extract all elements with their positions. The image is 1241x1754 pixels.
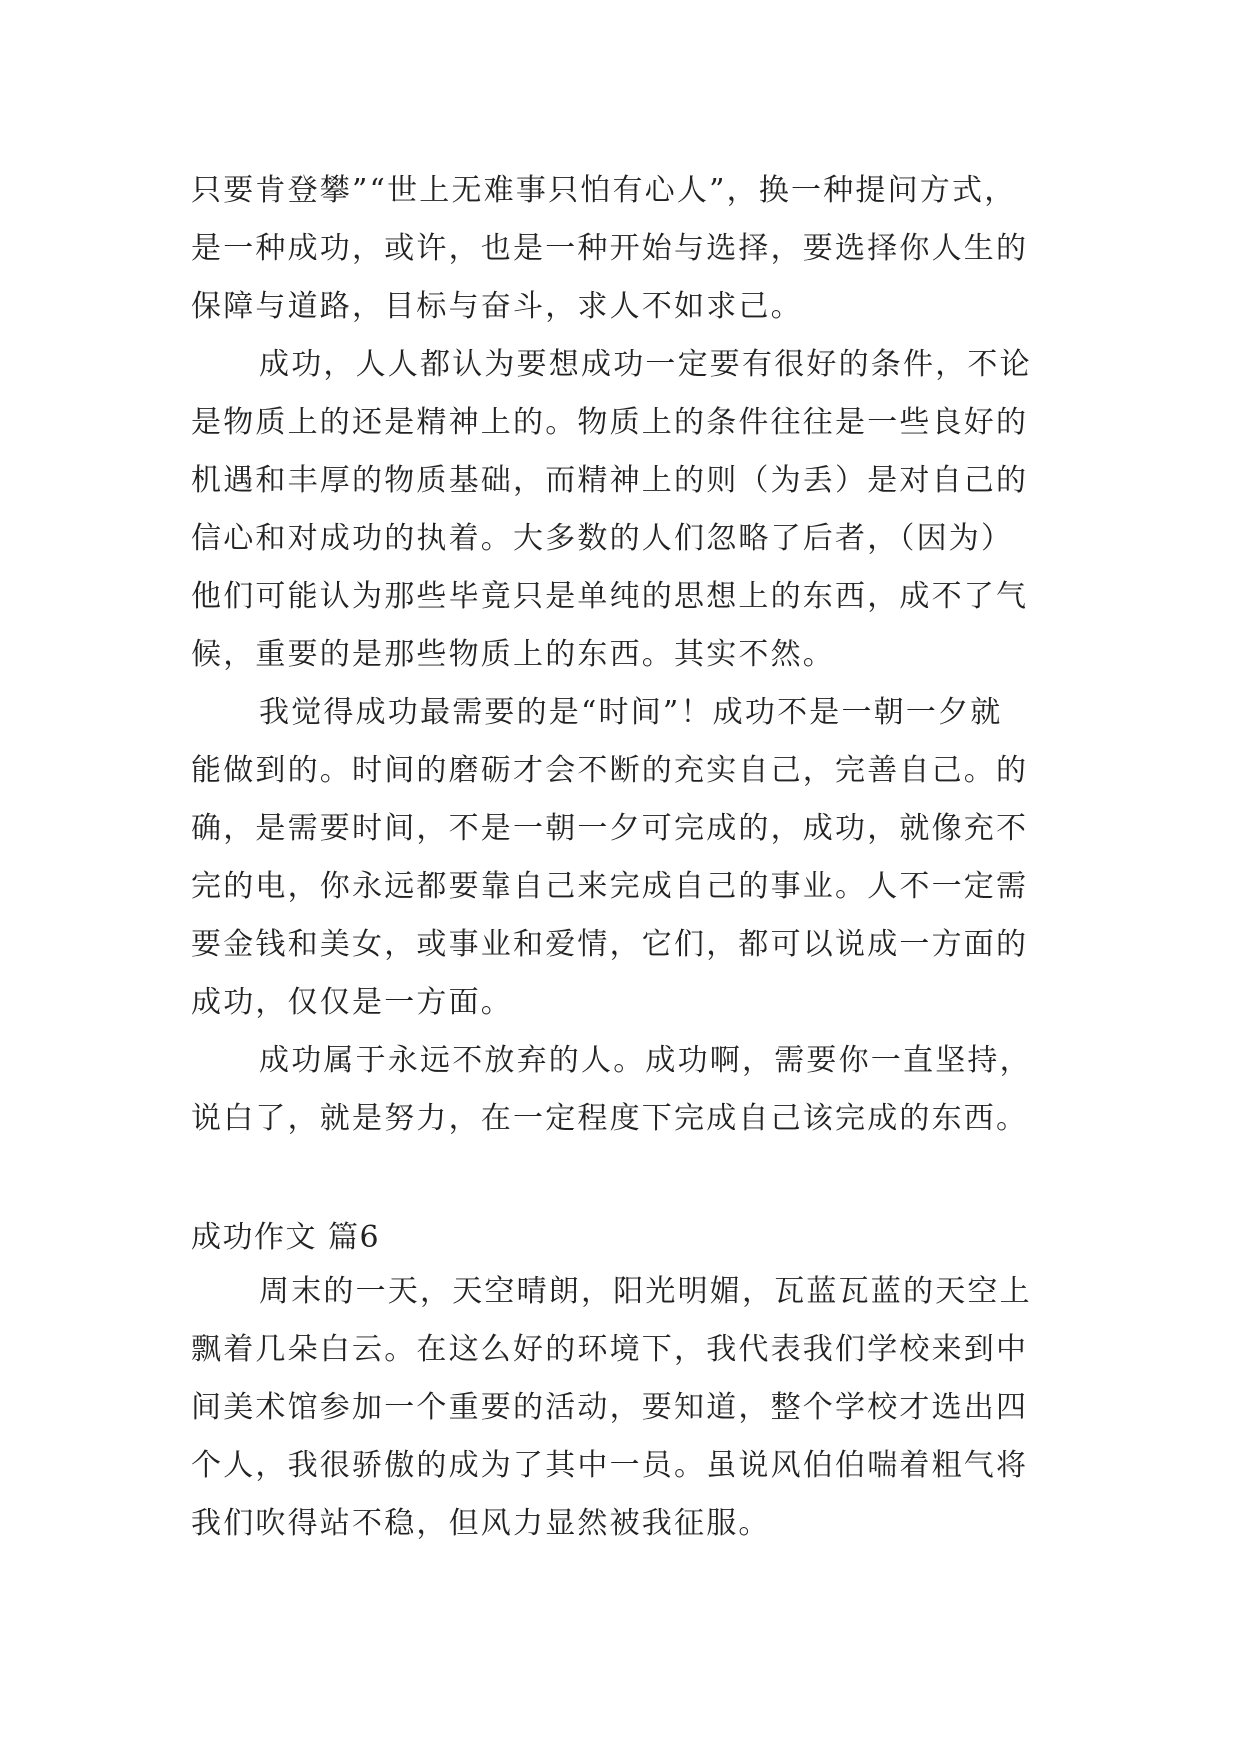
text-line: 飘着几朵白云。在这么好的环境下，我代表我们学校来到中: [191, 1332, 1029, 1367]
paragraph-start-line: 我觉得成功最需要的是“时间”！成功不是一朝一夕就: [259, 695, 1003, 730]
text-line: 保障与道路，目标与奋斗，求人不如求己。: [191, 289, 803, 324]
text-line: 候，重要的是那些物质上的东西。其实不然。: [191, 637, 835, 672]
paragraph-start-line: 周末的一天，天空晴朗，阳光明媚，瓦蓝瓦蓝的天空上: [259, 1274, 1032, 1309]
text-line: 间美术馆参加一个重要的活动，要知道，整个学校才选出四: [191, 1390, 1029, 1425]
text-line: 是一种成功，或许，也是一种开始与选择，要选择你人生的: [191, 231, 1029, 266]
text-line: 个人，我很骄傲的成为了其中一员。虽说风伯伯喘着粗气将: [191, 1448, 1029, 1483]
text-line: 机遇和丰厚的物质基础，而精神上的则（为丢）是对自己的: [191, 463, 1029, 498]
text-line: 我们吹得站不稳，但风力显然被我征服。: [191, 1506, 771, 1541]
text-line: 说白了，就是努力，在一定程度下完成自己该完成的东西。: [191, 1101, 1029, 1136]
text-line: 确，是需要时间，不是一朝一夕可完成的，成功，就像充不: [191, 811, 1029, 846]
text-line: 他们可能认为那些毕竟只是单纯的思想上的东西，成不了气: [191, 579, 1029, 614]
text-line: 是物质上的还是精神上的。物质上的条件往往是一些良好的: [191, 405, 1029, 440]
section-title: 成功作文 篇6: [191, 1220, 381, 1255]
text-line: 只要肯登攀”“世上无难事只怕有心人”，换一种提问方式，: [191, 173, 1017, 208]
text-line: 成功，仅仅是一方面。: [191, 985, 513, 1020]
essay-body-part1: [191, 162, 1071, 1148]
text-line: 能做到的。时间的磨砺才会不断的充实自己，完善自己。的: [191, 753, 1029, 788]
essay-body-part2: [191, 1263, 1071, 1553]
text-line: 信心和对成功的执着。大多数的人们忽略了后者，（因为）: [191, 521, 1014, 556]
paragraph-start-line: 成功属于永远不放弃的人。成功啊，需要你一直坚持，: [259, 1043, 1032, 1078]
paragraph-start-line: 成功，人人都认为要想成功一定要有很好的条件，不论: [259, 347, 1032, 382]
text-line: 要金钱和美女，或事业和爱情，它们，都可以说成一方面的: [191, 927, 1029, 962]
text-line: 完的电，你永远都要靠自己来完成自己的事业。人不一定需: [191, 869, 1029, 904]
